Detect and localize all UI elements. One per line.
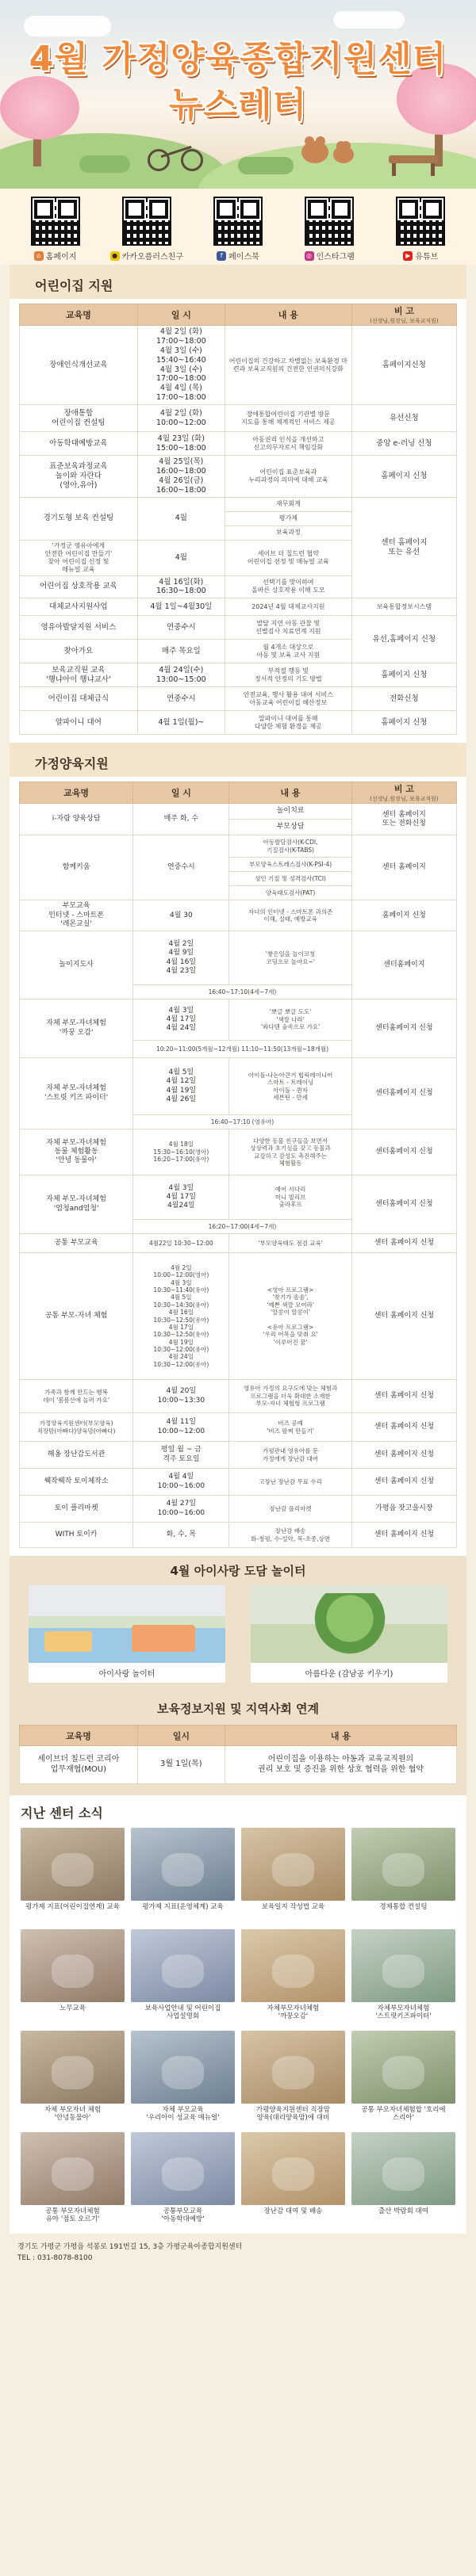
news-photo [131,1929,235,2002]
news-caption: 평가제 지표(어린이집연계) 교육 [25,1903,120,1911]
news-photo [21,2031,125,2104]
news-item [131,2132,235,2229]
qr-instagram[interactable]: ◎ 인스타그램 [299,197,359,262]
news-photo [131,2132,235,2205]
playground-photo: 아이사랑 놀이터 [29,1585,225,1683]
footer [10,2234,466,2274]
kids-table [19,304,457,735]
news-caption: 평가제 지표(운영체계) 교육 [142,1903,224,1911]
qr-youtube[interactable]: ▶ 유튜브 [390,197,451,262]
table-row: WITH 토이카 화, 수, 목 장난감 배송 화-청평, 수-설악, 목-조종,상면 센터 홈페이지 신청 [20,1523,457,1548]
table-row: 아동학대예방교육 4월 23일 (화) 15:00~18:00 아동권리 인식을 개선하고 신고의무자로서 책임강화 중앙 e-러닝 신청 [20,432,457,456]
news-caption: 자체 부모자녀 체험 '안녕동물아' [44,2106,102,2123]
table-row: 자체 부모-자녀체험 '까꿍 오감' 4월 3일 4월 17일 4월 24일 '뽀글 뽀글 도도' '색깔 나라' '와다텐 숲속으로 가요' 센터홈페이지 신청 [20,999,457,1041]
qr-kakao[interactable]: ● 카카오플러스친구 [117,197,177,262]
qr-code-icon [213,197,263,246]
news-photo [21,1929,125,2002]
table-row: 자체 부모-자녀체험 '엄청and엄청' 4월 3일 4월 17일 4월24일 예어 시다리 미니 빌리브 출라후프 센터홈페이지 신청 [20,1175,457,1220]
table-row: 자체 부모-자녀체험 동물 체험활동 '안녕 동물아' 4월 18일 15:30~16:10(영아) 16:20~17:00(유아) 다양한 동물 친구들을 보면서 상상력과 호기심을 갖고 동물과 교감하고 감성도 촉진해주는 체험활동 센터홈페이지 신청 [20,1129,457,1175]
photo-image [251,1585,447,1663]
playground-photo: 아름다운 (감남공 키우기) [251,1585,447,1683]
news-photo [351,2132,455,2205]
table-row: 장애통합 어린이집 컨설팅 4월 2일 (화) 10:00~12:00 장애통합어린이집 기관별 방문 지도를 통해 체계적인 서비스 제공 유선신청 [20,405,457,432]
facebook-icon: f [217,251,226,261]
table-row: 경기도형 보육 컨설팅 4월 재무회계 센터 홈페이지 또는 유선 [20,497,457,511]
news-item [351,1828,455,1924]
table-row: 16:40~17:10 (영유아) [20,1115,457,1129]
table-row: 평가제 [20,511,457,526]
table-row: 장애인식개선교육 4월 2일 (화) 17:00~18:00 4월 3일 (수) 15:40~16:40 4월 3일 (수) 17:00~18:00 4월 4일 (목) 17:00~18:00 어린이집의 건강하고 차별없는 보육환경 마련과 보육교직원의 건전한 인권의식강화 홈페이지신청 [20,326,457,405]
news-item [21,1828,125,1924]
bicycle-icon [148,140,205,171]
hedge [79,155,130,173]
family-table [19,782,457,1548]
table-row: 어린이집 상호작용 교육 4월 16일(화) 16:30~18:00 선택기를 맞이하여 올바른 상호작용 이해 도모 [20,575,457,598]
home-icon: ⌂ [34,251,44,261]
news-photo [241,2031,345,2104]
news-caption: 장난감 대여 및 배송 [263,2207,323,2215]
news-photo [241,1828,345,1901]
news-photo [131,2031,235,2104]
section-title-family: 가정양육지원 [10,743,466,777]
instagram-icon: ◎ [305,251,314,261]
newsletter-title: 4월 가정양육종합지원센터 [29,39,447,79]
qr-code-icon [305,197,354,246]
newsletter-subtitle: 뉴스레터 [168,85,307,125]
table-row: 보육과정 [20,526,457,540]
kakao-icon: ● [110,251,120,261]
bench [389,155,438,163]
table-row: 해옹 장난감도서관 평일 월 ~ 금 격주 토요일 가평관내 영유아를 둔 가정에게 장난감 대여 센터 홈페이지 신청 [20,1442,457,1469]
table-row: 알파이니 대여 4월 1일(월)~ 알파이니 대여를 통해 다양한 체험 환경을 제공 홈페이지 신청 [20,711,457,735]
squirrel-icon [333,146,354,163]
qr-code-icon [122,197,171,246]
table-row: 성인 기질 및 성격검사(TCI) [20,872,457,886]
qr-code-icon [31,197,80,246]
qr-facebook[interactable]: f 페이스북 [208,197,268,262]
table-row: 부모상담 [20,820,457,835]
table-row: 대체교사지원사업 4월 1일~4월30일 2024년 4월 대체교사지원 보육통합정보시스템 [20,598,457,616]
table-row: i-자람 양육상담 매주 화, 수 놀이치료 센터 홈페이지 또는 전화신청 [20,804,457,820]
news-item [351,2132,455,2229]
news-photo [131,1828,235,1901]
past-news-title: 지난 센터 소식 [21,1806,103,1821]
photo-image [29,1585,225,1663]
news-caption: 공통 부모자녀체험합 '호리에 스리아' [361,2106,446,2123]
header-banner [0,0,476,189]
news-photo [241,1929,345,2002]
table-row: 세이브더 칠드런 코리아 업무재협(MOU) 3월 1일(목) 어린이집을 이용하는 아동과 교육교직원의 권리 보호 및 증진을 위한 상호 협력을 위한 협약 [20,1746,457,1784]
cloud [333,11,405,29]
news-caption: 보육일지 작성법 교육 [261,1903,325,1911]
news-photo [241,2132,345,2205]
news-caption: 자체 부모교육 '우리아이 성교육 매뉴얼' [146,2106,220,2123]
news-item [241,2132,345,2229]
family-section [10,777,466,1556]
community-link-table [19,1725,457,1784]
table-header-row: 교육명 일 시 내 용 비 고 (선생님,원장님, 보육교직원) [20,782,457,804]
table-row: 어린이집 대체급식 연중수시 안전교육, 행사 활용 대여 서비스 아동교육 어린이집 해산정보 전화신청 [20,687,457,711]
table-header-row: 교육명 일시 내 용 [20,1726,457,1746]
news-caption: 공통 부모자녀체험 유아 '점토 오르기' [45,2207,100,2224]
footer-address: 경기도 가평군 가평읍 석봉로 191번길 15, 3층 가평군육아종합지원센터 [17,2243,243,2251]
table-row: 16:20~17:00(4세~7세) [20,1220,457,1234]
table-row: 보육교직원 교육 '행냐아이 행냐교사' 4월 24일(수) 13:00~15:00 부적절 행동 및 정서적 안정의 기도 방법 홈페이지 신청 [20,663,457,687]
news-caption: 보육사업안내 및 어린이집 사업설명회 [144,2005,221,2021]
kids-section [10,299,466,743]
squirrel-icon [301,141,328,163]
news-item [351,2031,455,2127]
news-item [131,1929,235,2026]
news-item [21,1929,125,2026]
news-item [21,2132,125,2229]
hedge [238,157,294,174]
table-row: 영유아발달지원 서비스 연중수시 발달 지연 아동 관찰 및 선별검사 치료연계 지원 유선,홈페이지 신청 [20,616,457,640]
table-row: 웩작웩작 토이체작소 4월 4일 10:00~16:00 고장난 장난감 무료 수리 센터 홈페이지 신청 [20,1469,457,1496]
news-photo [351,1828,455,1901]
news-photo [351,1929,455,2002]
news-caption: 공통부모교육 '아동학대예방' [161,2207,205,2224]
table-row: 양육태도검사(PAT) [20,886,457,900]
community-link-title: 보육정보지원 및 지역사회 연계 [156,1702,320,1716]
playground-section [10,1556,466,1691]
youtube-icon: ▶ [403,251,413,261]
news-item [21,2031,125,2127]
news-photo [21,2132,125,2205]
news-item [241,2031,345,2127]
news-item [241,1828,345,1924]
table-row: 함께키움 연중수시 아동발달검사(K-CDI, 기질검사(K-TABS) 센터 홈페이지 [20,835,457,858]
news-caption: 출산 박람회 대여 [378,2207,428,2215]
table-row: 10:20~11:00(5개월~12개월) 11:10~11:50(13개월~18개월) [20,1041,457,1058]
community-link-section [10,1691,466,1795]
table-row: 가족과 함께 만드는 행복 데이 '봄봄산에 놀러 가요' 4월 20일 10:00~13:30 영유아 가정의 요구도에 맞는 체험과 프로그램을 더욱 확대한 소재한 부모-자녀 체험형 프로그램 센터 홈페이지 신청 [20,1380,457,1413]
qr-code-icon [396,197,445,246]
past-news-section [10,1795,466,2234]
news-caption: 자체부모자녀체험 '스트릿키즈파이터' [375,2005,432,2021]
table-row: 16:40~17:10(4세~7세) [20,985,457,999]
table-row: '가정군 영유아에게 안전한 어린이집 만들기' 찾아 어린이집 선정 및 매뉴얼 교육 4월 세이브 더 칠드런 협약 어린이집 선정 및 매뉴얼 교육 [20,540,457,575]
table-row: 놀이지도사 4월 2일 4월 9일 4월 16일 4월 23일 '쌓은일을 놀이코칭 코딩으로 놀아요~' 센터홈페이지 [20,931,457,985]
table-row: 부모양육스트레스검사(K-PSI-4) [20,858,457,872]
table-row: 공통 부모교육 4월22일 10:30~12:00 '부모양육태도 점검 교육' 센터 홈페이지 신청 [20,1234,457,1253]
social-qr-row [0,189,476,265]
news-caption: 경제통합 컨설팅 [379,1903,428,1911]
news-photo [351,2031,455,2104]
table-row: 토이 플리마켓 4월 27일 10:00~16:00 장난감 플리마켓 가평읍 잣고을시장 [20,1496,457,1523]
table-row: 표준보육과정교육 놀이와 자란다 (영아,유아) 4월 25일(목) 16:00~18:00 4월 26일(금) 16:00~18:00 어린이집 표준보육과 누리과정의 의미에 대해 교육 홈페이지 신청 [20,456,457,498]
news-item [241,1929,345,2026]
news-caption: 노무교육 [60,2005,86,2012]
table-row: 찾아가요 매주 목요일 월 4개소 대상으로 아동 및 보육 교사 지원 [20,640,457,663]
news-item [131,1828,235,1924]
news-item [351,1929,455,2026]
table-row: 공통 부모-자녀 체험 4월 2일 10:00~12:00(영아) 4월 3일 10:30~11:40(유아) 4월 5일 10:30~14:30(유아) 4월 16일 10:30~12:50(유아) 4월 17일 10:30~12:50(유아) 4월 19일 10:30~12:00(유아) 4월 24일 10:30~12:00(유아) <영아 프로그램> '찾기가 솜솜', '예쁜 색깔 모여라' '알콩이 알콩이' <유아 프로그램> '우리 어목을 맞춰 요' '이루어진 꿈' 센터 홈페이지 신청 [20,1253,457,1380]
table-row: 자체 부모-자녀체험 '스트릿 키즈 파이터' 4월 5일 4월 12일 4월 19일 4월 26일 아이돌-나는아큰거 힙릭레이니어 스마트 - 트레이닝 아이돌 - 퀸자 세븐틴 - 만세 센터홈페이지 신청 [20,1058,457,1115]
playground-title: 4월 아이사랑 도담 놀이터 [170,1564,306,1578]
table-row: 부모교육 인터넷 - 스마트폰 '레몬교실' 4월 30 자녀의 인터넷 - 스마트폰 과의존 이해, 실태, 예방교육 홈페이지 신청 [20,900,457,931]
news-photo [21,1828,125,1901]
news-caption: 가평양육지원센터 직장맘 양육(대리양육맘)에 대비 [255,2106,331,2123]
past-news-grid [21,1828,455,2229]
news-caption: 자체부모자녀체험 '까꿍오감' [267,2005,320,2021]
table-row: 가정양육지원센터(부모양육) 직장맘(아빠다)양육맘(아빠다) 4월 11일 10:00~12:00 비즈 공예 '비즈 팔찌 만들기' 센터 홈페이지 신청 [20,1413,457,1442]
news-item [131,2031,235,2127]
table-header-row: 교육명 일 시 내 용 비 고 (선생님,원장님, 보육교직원) [20,304,457,326]
qr-homepage[interactable]: ⌂ 홈페이지 [25,197,86,262]
section-title-kids: 어린이집 지원 [10,265,466,299]
footer-tel: TEL : 031-8078-8100 [17,2254,93,2263]
